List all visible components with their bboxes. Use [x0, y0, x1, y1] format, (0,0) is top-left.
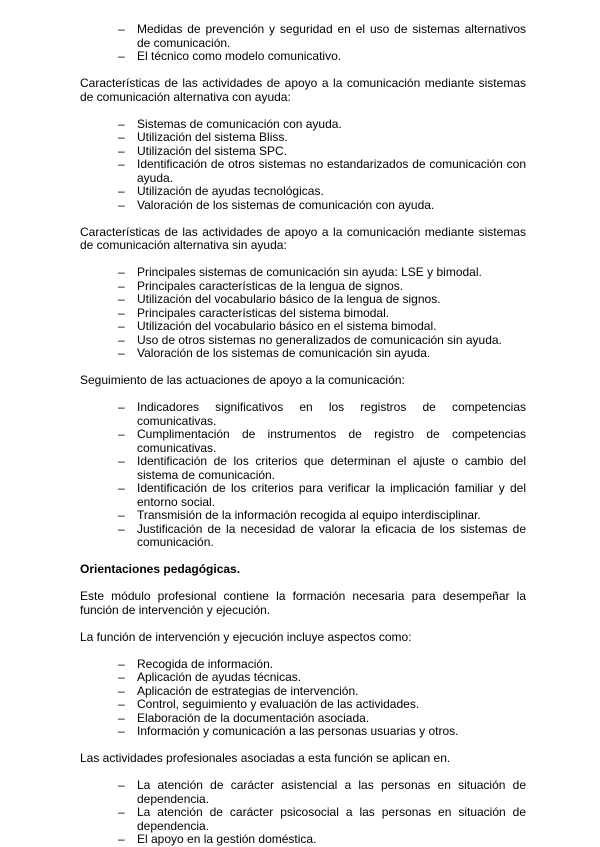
dash-bullet-icon: –	[118, 49, 125, 63]
bullet-list	[80, 779, 526, 847]
dash-bullet-icon: –	[118, 292, 125, 306]
dash-bullet-icon: –	[118, 832, 125, 846]
dash-bullet-icon: –	[118, 143, 125, 158]
list-item	[80, 280, 526, 294]
list-item-text: Recogida de información.	[137, 656, 274, 671]
list-item	[80, 145, 526, 159]
list-item	[80, 131, 526, 145]
dash-bullet-icon: –	[118, 400, 125, 414]
dash-bullet-icon: –	[118, 305, 125, 320]
list-item-text: Indicadores significativos en los registros de competencias comunicativas.	[137, 400, 526, 428]
list-item	[80, 712, 526, 726]
paragraph: Características de las actividades de apoyo a la comunicación mediante sistemas de comunicación alternativa sin ayuda:	[80, 224, 526, 252]
list-item-text: Principales sistemas de comunicación sin ayuda: LSE y bimodal.	[137, 265, 482, 279]
list-item	[80, 428, 526, 455]
list-item	[80, 347, 526, 361]
list-item-text: Valoración de los sistemas de comunicación con ayuda.	[137, 197, 435, 212]
dash-bullet-icon: –	[118, 130, 125, 144]
list-item-text: Control, seguimiento y evaluación de las actividades.	[137, 697, 420, 711]
list-item-text: Utilización de ayudas tecnológicas.	[137, 184, 324, 198]
paragraph: Características de las actividades de apoyo a la comunicación mediante sistemas de comunicación alternativa con ayuda:	[80, 76, 526, 104]
list-item-text: Transmisión de la información recogida al equipo interdisciplinar.	[137, 508, 481, 522]
dash-bullet-icon: –	[118, 724, 125, 738]
list-item-text: La atención de carácter psicosocial a las personas en situación de dependencia.	[137, 805, 526, 833]
list-item	[80, 509, 526, 523]
list-item-text: Justificación de la necesidad de valorar la eficacia de los sistemas de comunicación.	[137, 521, 526, 549]
dash-bullet-icon: –	[118, 346, 125, 360]
list-item-text: Sistemas de comunicación con ayuda.	[137, 116, 342, 131]
list-item-text: Aplicación de ayudas técnicas.	[137, 670, 302, 684]
dash-bullet-icon: –	[118, 697, 125, 711]
list-item	[80, 158, 526, 185]
list-item	[80, 293, 526, 307]
list-item-text: El técnico como modelo comunicativo.	[137, 49, 342, 63]
list-item-text: Identificación de los criterios que determinan el ajuste o cambio del sistema de comunicación.	[137, 454, 526, 482]
list-item-text: Utilización del vocabulario básico en el sistema bimodal.	[137, 319, 437, 333]
dash-bullet-icon: –	[118, 710, 125, 725]
list-item	[80, 23, 526, 50]
list-item	[80, 671, 526, 685]
list-item-text: El apoyo en la gestión doméstica.	[137, 832, 317, 846]
dash-bullet-icon: –	[118, 116, 125, 131]
dash-bullet-icon: –	[118, 278, 125, 293]
list-item	[80, 334, 526, 348]
list-item	[80, 118, 526, 132]
list-item	[80, 698, 526, 712]
list-item-text: Aplicación de estrategias de intervención.	[137, 683, 359, 698]
dash-bullet-icon: –	[118, 521, 125, 536]
list-item-text: Información y comunicación a las personas usuarias y otros.	[137, 724, 459, 738]
list-item-text: La atención de carácter asistencial a las personas en situación de dependencia.	[137, 778, 526, 806]
bullet-list	[80, 658, 526, 739]
dash-bullet-icon: –	[118, 197, 125, 212]
list-item	[80, 658, 526, 672]
dash-bullet-icon: –	[118, 670, 125, 684]
list-item-text: Utilización del sistema Bliss.	[137, 130, 288, 144]
list-item-text: Cumplimentación de instrumentos de registro de competencias comunicativas.	[137, 427, 526, 455]
dash-bullet-icon: –	[118, 481, 125, 495]
list-item	[80, 833, 526, 847]
dash-bullet-icon: –	[118, 22, 125, 36]
list-item	[80, 806, 526, 833]
list-item	[80, 185, 526, 199]
list-item-text: Principales características del sistema bimodal.	[137, 305, 390, 320]
list-item	[80, 685, 526, 699]
list-item	[80, 725, 526, 739]
list-item-text: Principales características de la lengua de signos.	[137, 278, 404, 293]
list-item-text: Utilización del vocabulario básico de la lengua de signos.	[137, 292, 441, 306]
dash-bullet-icon: –	[118, 805, 125, 819]
list-item	[80, 50, 526, 64]
dash-bullet-icon: –	[118, 683, 125, 698]
dash-bullet-icon: –	[118, 454, 125, 468]
paragraph: Seguimiento de las actuaciones de apoyo a la comunicación:	[80, 373, 405, 387]
list-item	[80, 779, 526, 806]
list-item	[80, 320, 526, 334]
list-item	[80, 307, 526, 321]
list-item-text: Identificación de los criterios para verificar la implicación familiar y del entorno social.	[137, 481, 526, 509]
dash-bullet-icon: –	[118, 427, 125, 441]
bullet-list	[80, 118, 526, 213]
list-item	[80, 523, 526, 550]
dash-bullet-icon: –	[118, 184, 125, 198]
dash-bullet-icon: –	[118, 319, 125, 333]
dash-bullet-icon: –	[118, 332, 125, 347]
paragraph: Las actividades profesionales asociadas a esta función se aplican en.	[80, 751, 451, 765]
list-item	[80, 199, 526, 213]
list-item	[80, 401, 526, 428]
dash-bullet-icon: –	[118, 508, 125, 522]
list-item-text: Medidas de prevención y seguridad en el uso de sistemas alternativos de comunicación.	[137, 22, 526, 50]
list-item-text: Identificación de otros sistemas no estandarizados de comunicación con ayuda.	[137, 157, 526, 185]
bullet-list	[80, 23, 526, 64]
dash-bullet-icon: –	[118, 656, 125, 671]
list-item	[80, 455, 526, 482]
dash-bullet-icon: –	[118, 157, 125, 171]
paragraph: Este módulo profesional contiene la formación necesaria para desempeñar la función de intervención y ejecución.	[80, 589, 526, 617]
list-item	[80, 266, 526, 280]
bullet-list	[80, 401, 526, 550]
paragraph: La función de intervención y ejecución incluye aspectos como:	[80, 629, 412, 644]
dash-bullet-icon: –	[118, 265, 125, 279]
list-item	[80, 482, 526, 509]
dash-bullet-icon: –	[118, 778, 125, 792]
list-item-text: Uso de otros sistemas no generalizados de comunicación sin ayuda.	[137, 332, 502, 347]
bullet-list	[80, 266, 526, 361]
section-heading: Orientaciones pedagógicas.	[80, 562, 241, 576]
list-item-text: Valoración de los sistemas de comunicación sin ayuda.	[137, 346, 431, 360]
list-item-text: Utilización del sistema SPC.	[137, 143, 288, 158]
list-item-text: Elaboración de la documentación asociada.	[137, 710, 370, 725]
